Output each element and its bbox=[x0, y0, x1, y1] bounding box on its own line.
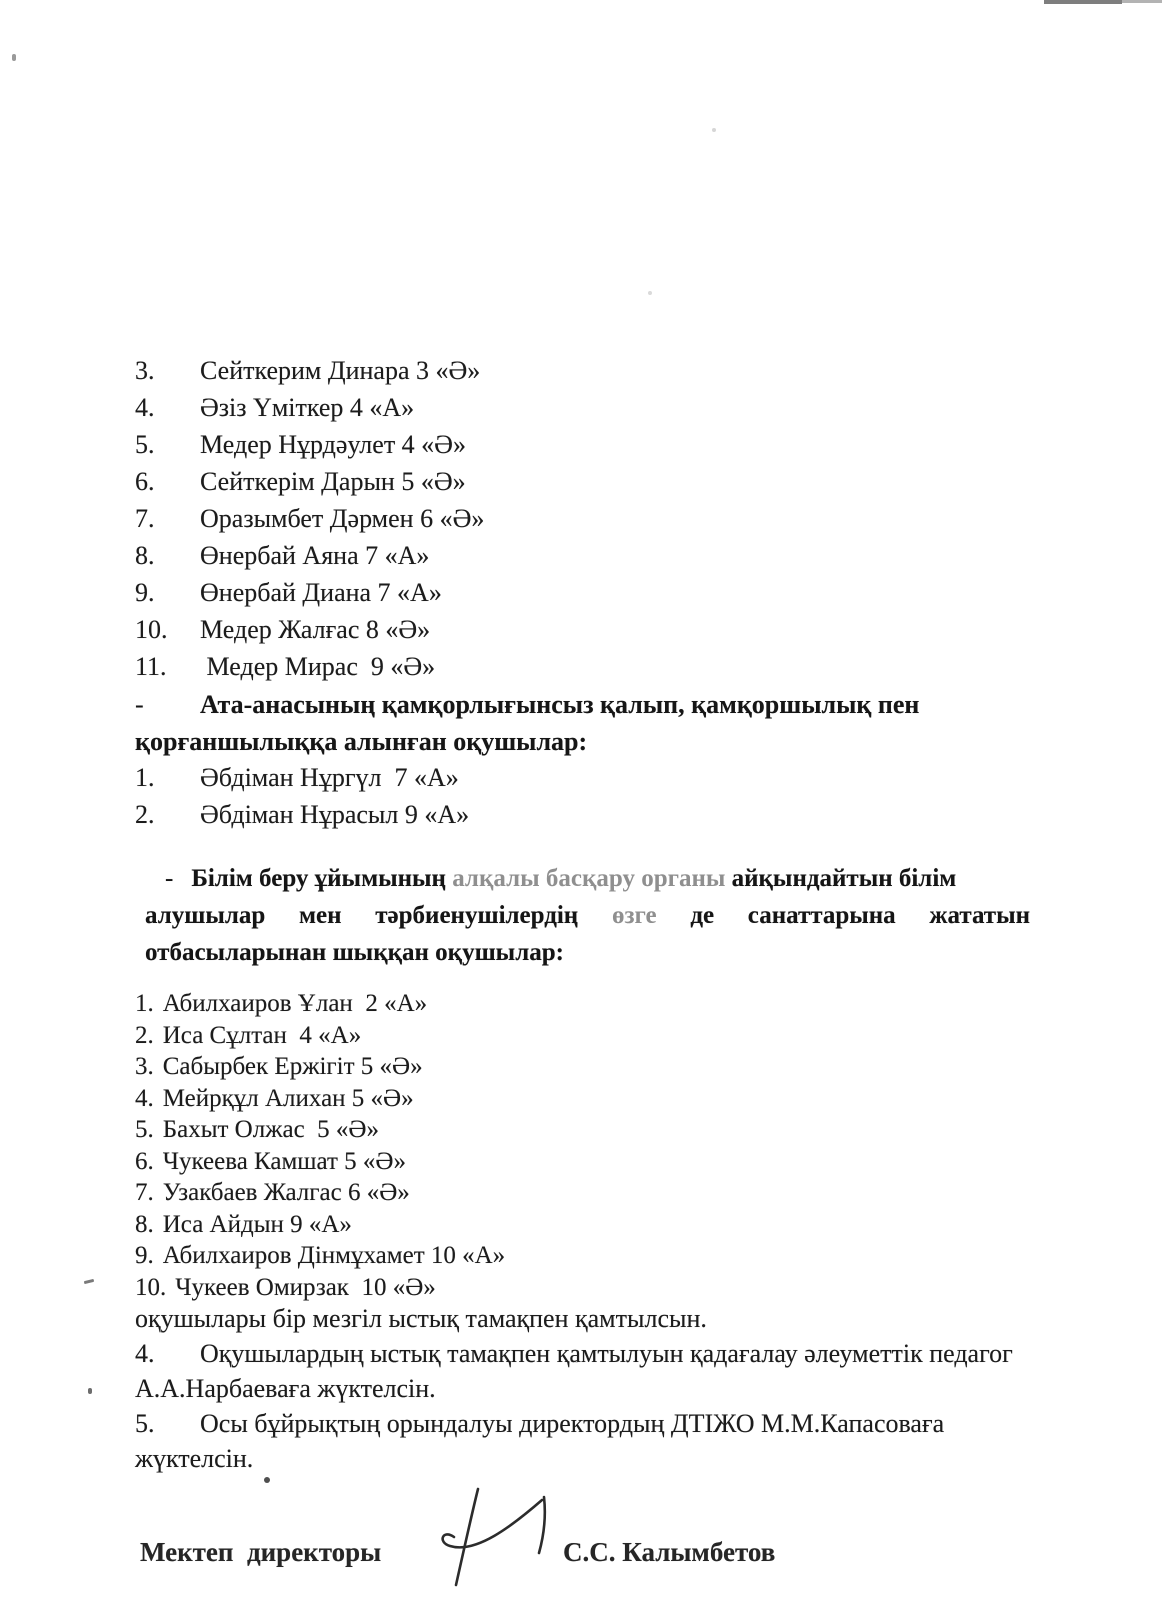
heading-word: тәрбиенушілердің bbox=[375, 902, 579, 929]
scan-artifact-speck bbox=[12, 54, 16, 61]
item-text: Әбдіман Нұрасыл 9 «А» bbox=[200, 800, 470, 829]
item-number: 6. bbox=[135, 467, 155, 496]
scan-artifact-comma bbox=[88, 1388, 92, 1394]
paragraph-text: оқушылары бір мезгіл ыстық тамақпен қамтылсын. bbox=[135, 1304, 707, 1333]
item-text: Оразымбет Дәрмен 6 «Ә» bbox=[200, 504, 485, 533]
scan-artifact-topline bbox=[1044, 0, 1122, 4]
signature-role-label: Мектеп директоры bbox=[140, 1537, 382, 1567]
section-heading-other-categories bbox=[145, 860, 1030, 971]
list-item bbox=[135, 1272, 505, 1304]
list-item bbox=[135, 574, 484, 611]
scan-artifact-faint-speck bbox=[648, 291, 652, 295]
paragraph-item-5-continued bbox=[135, 1441, 253, 1476]
list-item bbox=[135, 988, 505, 1020]
item-number: 3. bbox=[135, 356, 155, 385]
heading-line bbox=[145, 860, 1030, 897]
heading-word: мен bbox=[299, 902, 342, 929]
item-text: Мейрқұл Алихан 5 «Ә» bbox=[162, 1084, 414, 1112]
item-number: 4. bbox=[135, 1084, 154, 1112]
item-text: Өнербай Диана 7 «А» bbox=[200, 578, 442, 607]
heading-word: алушылар bbox=[145, 902, 266, 929]
paragraph-item-4-continued bbox=[135, 1371, 436, 1406]
item-text: Сейткерим Динара 3 «Ә» bbox=[200, 356, 481, 385]
heading-segment: Білім беру ұйымының bbox=[191, 865, 453, 892]
item-number: 1. bbox=[135, 763, 155, 792]
list-item bbox=[135, 796, 469, 833]
item-number: 8. bbox=[135, 1210, 154, 1238]
heading-text: қорғаншылыққа алынған оқушылар: bbox=[135, 727, 588, 756]
item-number: 7. bbox=[135, 504, 155, 533]
item-text: Чукеев Омирзак 10 «Ә» bbox=[175, 1273, 436, 1301]
list-item bbox=[135, 1051, 505, 1083]
item-text: Медер Нұрдәулет 4 «Ә» bbox=[200, 430, 466, 459]
list-item bbox=[135, 426, 484, 463]
item-number: 4. bbox=[135, 1339, 155, 1368]
list-item bbox=[135, 611, 484, 648]
section-heading-guardianship bbox=[135, 686, 919, 760]
item-number: 9. bbox=[135, 578, 155, 607]
student-list-other-categories bbox=[135, 988, 505, 1303]
heading-line bbox=[135, 723, 919, 760]
item-text: Өнербай Аяна 7 «А» bbox=[200, 541, 430, 570]
item-text: Медер Жалғас 8 «Ә» bbox=[200, 615, 431, 644]
item-number: 10. bbox=[135, 615, 168, 644]
list-item bbox=[135, 1146, 505, 1178]
item-number: 6. bbox=[135, 1147, 154, 1175]
scan-artifact-dot bbox=[264, 1477, 270, 1483]
list-item bbox=[135, 1083, 505, 1115]
heading-text: отбасыларынан шыққан оқушылар: bbox=[145, 939, 564, 966]
list-item bbox=[135, 500, 484, 537]
list-item bbox=[135, 463, 484, 500]
heading-line bbox=[145, 934, 1030, 971]
paragraph-text: Осы бұйрықтың орындалуы директордың ДТІЖО М.М.Капасоваға bbox=[200, 1409, 945, 1438]
item-text: Сейткерім Дарын 5 «Ә» bbox=[200, 467, 466, 496]
list-item bbox=[135, 648, 484, 685]
item-text: Узакбаев Жалгас 6 «Ә» bbox=[162, 1179, 410, 1206]
item-number: 7. bbox=[135, 1179, 154, 1206]
list-item bbox=[135, 1240, 505, 1272]
paragraph-line-meal bbox=[135, 1301, 707, 1336]
list-item bbox=[135, 759, 469, 796]
item-text: Иса Сұлтан 4 «А» bbox=[162, 1021, 362, 1049]
paragraph-text: Оқушылардың ыстық тамақпен қамтылуын қадағалау әлеуметтік педагог bbox=[200, 1339, 1013, 1368]
scan-artifact-faint-speck bbox=[712, 128, 716, 132]
heading-text: Ата-анасының қамқорлығынсыз қалып, қамқоршылық пен bbox=[200, 690, 920, 719]
item-text: Бахыт Олжас 5 «Ә» bbox=[162, 1116, 379, 1143]
heading-segment: айқындайтын білім bbox=[725, 865, 957, 892]
list-item bbox=[135, 1114, 505, 1146]
heading-text bbox=[191, 860, 956, 897]
item-number: 5. bbox=[135, 430, 155, 459]
item-number: 11. bbox=[135, 652, 167, 681]
item-text: Сабырбек Ержігіт 5 «Ә» bbox=[162, 1053, 423, 1080]
heading-line-justified bbox=[145, 897, 1030, 934]
list-dash: - bbox=[135, 690, 144, 719]
item-number: 1. bbox=[135, 990, 154, 1017]
item-number: 4. bbox=[135, 393, 155, 422]
list-item bbox=[135, 1020, 505, 1052]
list-dash: - bbox=[165, 865, 174, 892]
list-item bbox=[135, 1177, 505, 1209]
item-text: Чукеева Камшат 5 «Ә» bbox=[162, 1147, 406, 1175]
item-text: Медер Мирас 9 «Ә» bbox=[200, 652, 436, 681]
item-number: 9. bbox=[135, 1242, 154, 1269]
paragraph-item-4 bbox=[135, 1336, 1013, 1371]
item-number: 5. bbox=[135, 1116, 154, 1143]
paragraph-text: А.А.Нарбаеваға жүктелсін. bbox=[135, 1374, 436, 1403]
item-text: Әзіз Үміткер 4 «А» bbox=[200, 393, 415, 422]
heading-line bbox=[135, 686, 919, 723]
signature-scribble bbox=[418, 1483, 578, 1593]
heading-segment-faded: алқалы басқару органы bbox=[452, 865, 726, 892]
item-number: 2. bbox=[135, 800, 155, 829]
scan-artifact-topline-light bbox=[1122, 0, 1162, 3]
heading-word: санаттарына bbox=[747, 902, 896, 929]
signature-name: С.С. Калымбетов bbox=[563, 1537, 776, 1567]
heading-word: де bbox=[690, 902, 715, 929]
item-number: 5. bbox=[135, 1409, 155, 1438]
heading-word: жататын bbox=[929, 902, 1030, 929]
paragraph-item-5 bbox=[135, 1406, 944, 1441]
list-item bbox=[135, 1209, 505, 1241]
paragraph-text: жүктелсін. bbox=[135, 1444, 254, 1473]
item-number: 10. bbox=[135, 1273, 167, 1301]
list-item bbox=[135, 389, 484, 426]
student-list-first bbox=[135, 352, 484, 685]
item-number: 3. bbox=[135, 1053, 154, 1080]
item-text: Абилхаиров Дінмұхамет 10 «А» bbox=[162, 1242, 506, 1269]
scan-artifact-tilde bbox=[84, 1279, 94, 1284]
list-item bbox=[135, 537, 484, 574]
heading-word-faded: өзге bbox=[611, 902, 657, 929]
item-text: Абилхаиров Ұлан 2 «А» bbox=[162, 990, 428, 1017]
item-number: 2. bbox=[135, 1021, 154, 1049]
list-item bbox=[135, 352, 484, 389]
item-text: Иса Айдын 9 «А» bbox=[162, 1210, 352, 1238]
student-list-guardianship bbox=[135, 759, 469, 833]
item-text: Әбдіман Нұргүл 7 «А» bbox=[200, 763, 459, 792]
item-number: 8. bbox=[135, 541, 155, 570]
